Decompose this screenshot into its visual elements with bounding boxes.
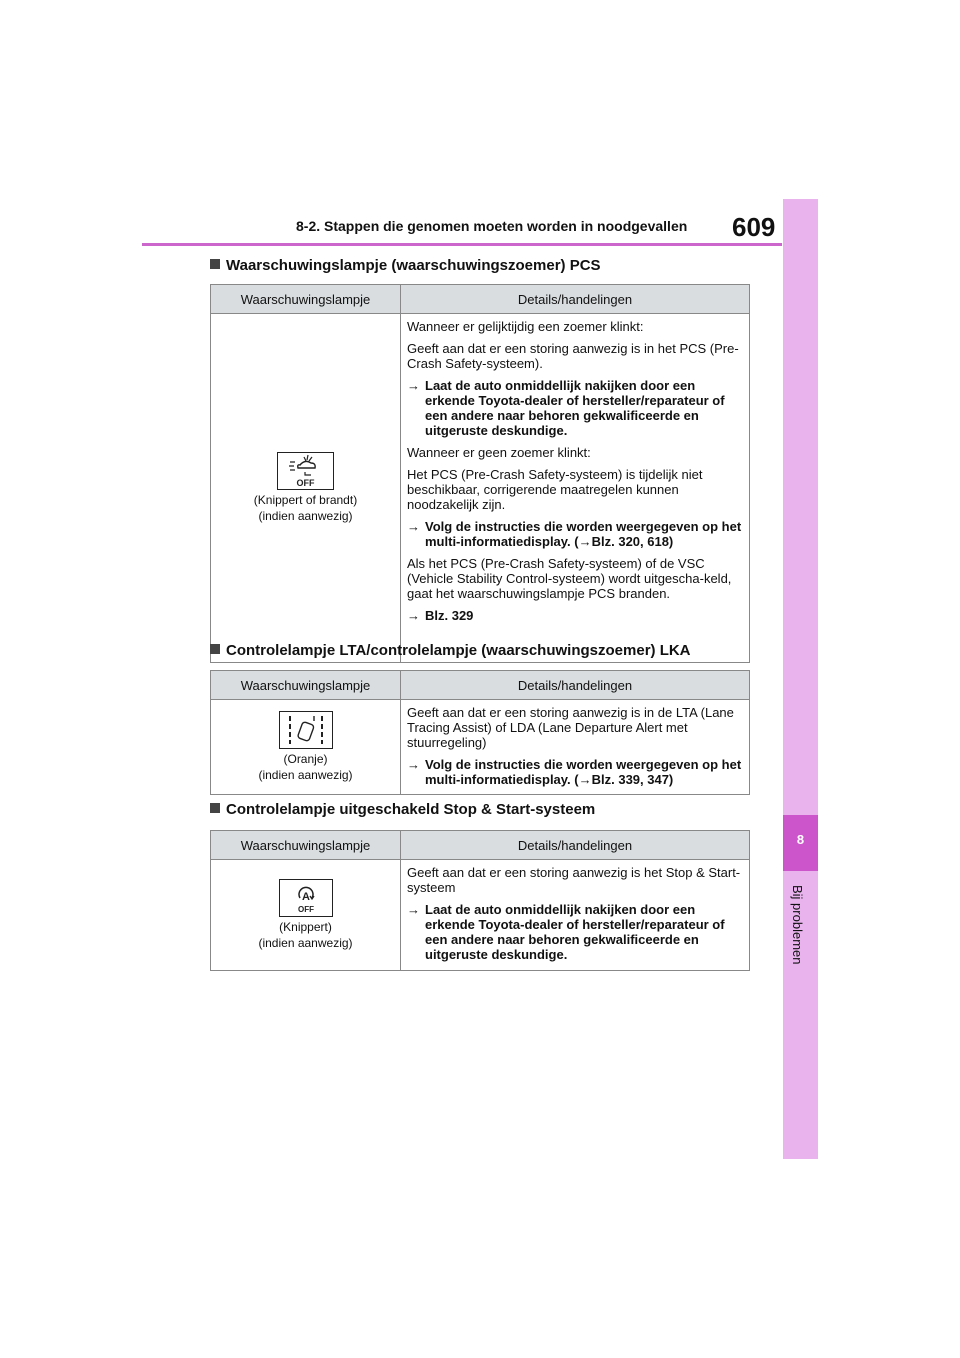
page-reference-link[interactable]: Blz. 329 bbox=[425, 608, 474, 623]
arrow-right-icon: → bbox=[407, 519, 420, 534]
lamp-caption-availability: (indien aanwezig) bbox=[258, 509, 353, 523]
lta-warning-table bbox=[210, 670, 750, 795]
arrow-right-icon: → bbox=[407, 608, 420, 623]
lamp-cell bbox=[211, 314, 401, 663]
section-heading-pcs bbox=[210, 257, 601, 274]
column-header-lamp: Waarschuwingslampje bbox=[211, 671, 401, 700]
table-row bbox=[211, 860, 750, 971]
detail-text: Geeft aan dat er een storing aanwezig is in het PCS (Pre-Crash Safety-systeem). bbox=[407, 341, 739, 371]
lamp-cell bbox=[211, 700, 401, 795]
arrow-right-icon: → bbox=[578, 772, 592, 787]
lamp-cell bbox=[211, 860, 401, 971]
detail-action bbox=[407, 608, 743, 623]
details-cell bbox=[401, 700, 750, 795]
detail-text: Wanneer er gelijktijdig een zoemer klinkt: bbox=[407, 319, 644, 334]
square-bullet-icon bbox=[210, 259, 220, 269]
detail-action-text: Laat de auto onmiddellijk nakijken door een erkende Toyota-dealer of hersteller/reparateur of een andere naar behoren gekwalificeerde en uitgeruste deskundige. bbox=[425, 902, 725, 962]
pcs-off-warning-icon bbox=[277, 452, 334, 490]
detail-action bbox=[407, 519, 743, 549]
detail-text: Als het PCS (Pre-Crash Safety-systeem) of de VSC (Vehicle Stability Control-systeem) wordt uitgescha-keld, gaat het waarschuwingslampje PCS branden. bbox=[407, 556, 732, 601]
section-heading-text: Controlelampje uitgeschakeld Stop & Start-systeem bbox=[226, 801, 596, 818]
table-row bbox=[211, 314, 750, 663]
arrow-right-icon: → bbox=[407, 902, 420, 917]
chapter-number: 8 bbox=[796, 832, 805, 847]
table-header-row bbox=[211, 671, 750, 700]
column-header-details: Details/handelingen bbox=[401, 671, 750, 700]
lamp-caption: (Oranje) bbox=[283, 752, 328, 766]
detail-action-text: Laat de auto onmiddellijk nakijken door een erkende Toyota-dealer of hersteller/reparateur of een andere naar behoren gekwalificeerde en uitgeruste deskundige. bbox=[425, 378, 725, 438]
column-header-details: Details/handelingen bbox=[401, 831, 750, 860]
detail-action bbox=[407, 757, 743, 787]
svg-text:OFF: OFF bbox=[297, 905, 314, 914]
page-reference-link[interactable]: Blz. 320, 618) bbox=[591, 534, 674, 549]
header-divider bbox=[142, 243, 782, 246]
square-bullet-icon bbox=[210, 803, 220, 813]
detail-action bbox=[407, 902, 743, 962]
pcs-warning-table bbox=[210, 284, 750, 663]
section-heading-text: Controlelampje LTA/controlelampje (waarschuwingszoemer) LKA bbox=[226, 642, 691, 659]
column-header-lamp: Waarschuwingslampje bbox=[211, 831, 401, 860]
details-cell bbox=[401, 860, 750, 971]
lane-assist-icon bbox=[279, 711, 333, 749]
page-reference-link[interactable]: Blz. 339, 347) bbox=[591, 772, 674, 787]
column-header-lamp: Waarschuwingslampje bbox=[211, 285, 401, 314]
detail-action bbox=[407, 378, 743, 438]
table-header-row bbox=[211, 831, 750, 860]
detail-text: Wanneer er geen zoemer klinkt: bbox=[407, 445, 591, 460]
page-number: 609 bbox=[732, 212, 776, 242]
detail-action-text: Volg de instructies die worden weergegeven op het multi-informatiedisplay. ( bbox=[425, 757, 742, 787]
arrow-right-icon: → bbox=[578, 534, 592, 549]
table-row bbox=[211, 700, 750, 795]
svg-text:OFF: OFF bbox=[296, 478, 315, 488]
arrow-right-icon: → bbox=[407, 378, 420, 393]
section-heading-text: Waarschuwingslampje (waarschuwingszoemer) PCS bbox=[226, 257, 601, 274]
chapter-label: Bij problemen bbox=[790, 885, 805, 965]
lamp-caption-availability: (indien aanwezig) bbox=[258, 936, 353, 950]
detail-text: Het PCS (Pre-Crash Safety-systeem) is tijdelijk niet beschikbaar, corrigerende maatregelen kunnen noodzakelijk zijn. bbox=[407, 467, 703, 512]
table-header-row bbox=[211, 285, 750, 314]
detail-action-text: Volg de instructies die worden weergegeven op het multi-informatiedisplay. ( bbox=[425, 519, 742, 549]
section-title: 8-2. Stappen die genomen moeten worden in noodgevallen bbox=[296, 218, 688, 234]
section-heading-stop-start bbox=[210, 801, 595, 818]
svg-text:A: A bbox=[301, 891, 310, 903]
details-cell bbox=[401, 314, 750, 663]
column-header-details: Details/handelingen bbox=[401, 285, 750, 314]
lamp-caption: (Knippert of brandt) bbox=[253, 493, 358, 507]
stop-start-warning-table bbox=[210, 830, 750, 971]
section-heading-lta bbox=[210, 642, 691, 659]
detail-text: Geeft aan dat er een storing aanwezig is in de LTA (Lane Tracing Assist) of LDA (Lane Departure Alert met stuurregeling) bbox=[407, 705, 734, 750]
detail-text: Geeft aan dat er een storing aanwezig is het Stop & Start-systeem bbox=[407, 865, 741, 895]
lamp-caption-availability: (indien aanwezig) bbox=[258, 768, 353, 782]
square-bullet-icon bbox=[210, 644, 220, 654]
lamp-caption: (Knippert) bbox=[279, 920, 332, 934]
chapter-sidebar bbox=[783, 199, 818, 1159]
arrow-right-icon: → bbox=[407, 757, 420, 772]
stop-start-off-icon bbox=[279, 879, 333, 917]
